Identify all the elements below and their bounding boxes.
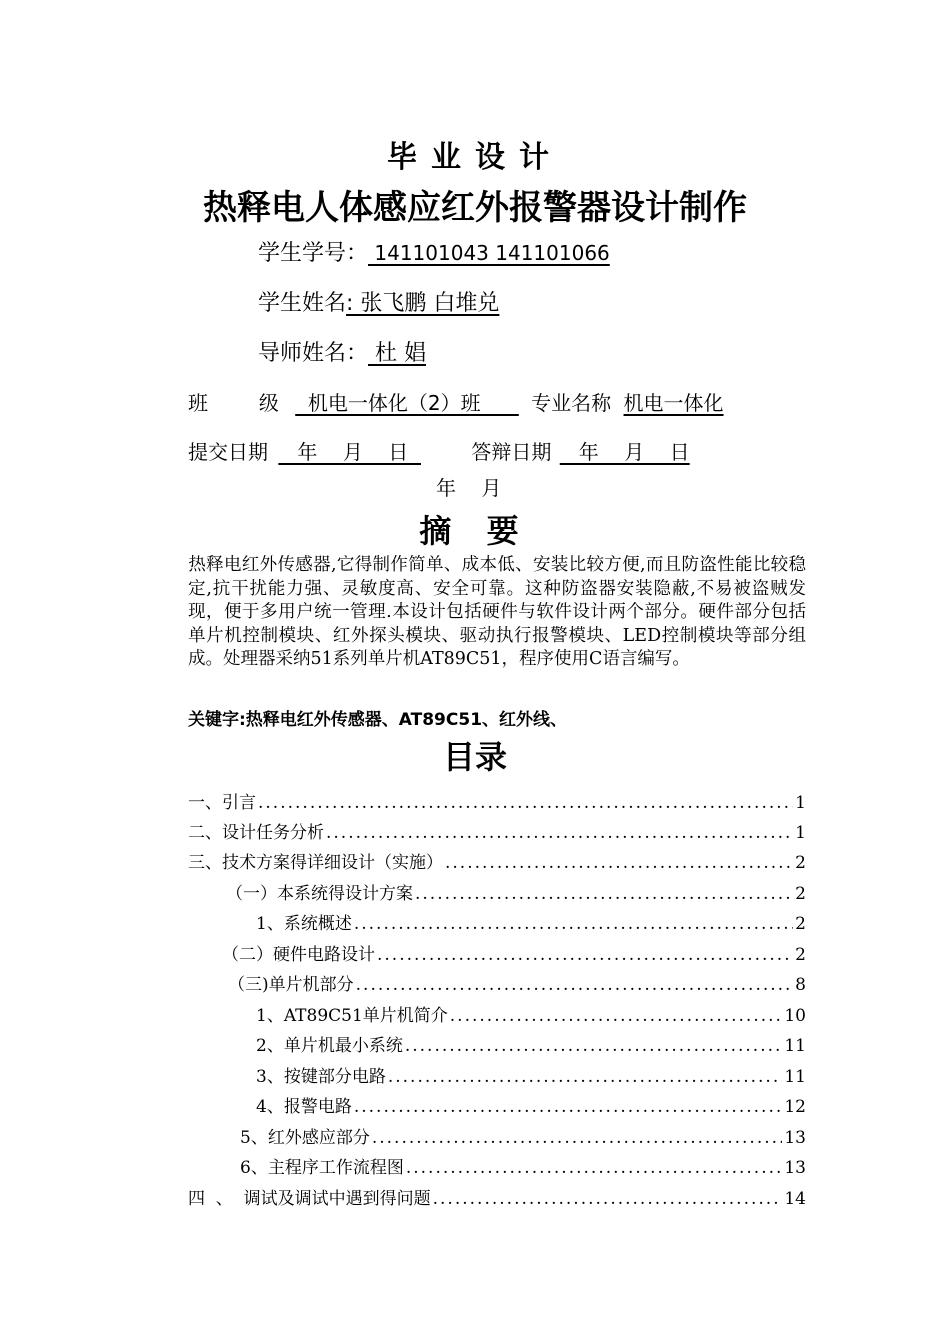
major-label: 专业名称 — [531, 391, 612, 415]
toc-entry[interactable]: （二）硬件电路设计 ..... 2 — [222, 940, 806, 964]
class-row — [188, 387, 724, 416]
submit-date-label: 提交日期 — [188, 440, 268, 464]
toc-entry[interactable]: 1、AT89C51单片机简介 ..... 10 — [256, 1001, 806, 1025]
student-name-label: 学生姓名 — [258, 291, 347, 316]
date-row — [188, 436, 690, 465]
abstract-title: 摘 要 — [419, 512, 531, 550]
thesis-title: 热释电人体感应红外报警器设计制作 — [203, 188, 747, 228]
document-type-title: 毕业设计 — [387, 140, 563, 175]
year-month-line: 年 月 — [436, 476, 502, 500]
toc-entry[interactable]: 2、单片机最小系统 ..... 11 — [256, 1031, 806, 1055]
class-value: 机电一体化（2）班 — [295, 391, 519, 415]
toc-entry[interactable]: 4、报警电路 ..... 12 — [256, 1092, 806, 1116]
toc-entry[interactable]: 一、引言 ..... 1 — [188, 788, 806, 812]
submit-date-value: 年 月 日 — [278, 440, 422, 464]
defense-date-label: 答辩日期 — [471, 440, 552, 464]
toc-entry[interactable]: （三)单片机部分 ..... 8 — [228, 970, 806, 994]
toc-entry[interactable]: （一）本系统得设计方案 ..... 2 — [226, 879, 806, 903]
student-id-label: 学生学号： — [258, 241, 369, 266]
student-name-row — [258, 286, 499, 317]
advisor-value: 杜 娼 — [368, 341, 427, 366]
student-id-value: 141101043 141101066 — [368, 241, 610, 265]
toc-entry[interactable]: 6、主程序工作流程图 ..... 13 — [240, 1153, 806, 1177]
toc-entry[interactable]: 5、红外感应部分 ..... 13 — [240, 1123, 806, 1147]
advisor-row — [258, 336, 426, 367]
toc-entry[interactable]: 四 、 调试及调试中遇到得问题 ..... 14 — [188, 1184, 806, 1208]
toc-entry[interactable]: 三、技术方案得详细设计（实施） ..... 2 — [188, 848, 806, 872]
toc-entry[interactable]: 1、系统概述 ..... 2 — [256, 909, 806, 933]
toc-entry[interactable]: 3、按键部分电路 ..... 11 — [256, 1062, 806, 1086]
abstract-text: 热释电红外传感器,它得制作简单、成本低、安装比较方便,而且防盗性能比较稳定,抗干扰能力强、灵敏度高、安全可靠。这种防盗器安装隐蔽,不易被盗贼发现，便于多用户统一管理.本设计包括硬件与软件设计两个部分。硬件部分包括单片机控制模块、红外探头模块、驱动执行报警模块、LED控制模块等部分组成。处理器采纳51系列单片机AT89C51，程序使用C语言编写。 — [188, 555, 806, 669]
abstract-body — [188, 554, 806, 672]
toc-title: 目录 — [442, 738, 507, 776]
advisor-label: 导师姓名： — [258, 341, 369, 366]
defense-date-value: 年 月 日 — [559, 440, 690, 464]
class-label: 班 级 — [188, 391, 279, 415]
student-id-row — [258, 236, 610, 267]
keywords: 关键字:热释电红外传感器、AT89C51、红外线、 — [188, 710, 568, 730]
toc-entry[interactable]: 二、设计任务分析 ..... 1 — [188, 818, 806, 842]
student-name-value: : 张飞鹏 白堆兑 — [346, 291, 500, 316]
major-value: 机电一体化 — [623, 391, 724, 415]
